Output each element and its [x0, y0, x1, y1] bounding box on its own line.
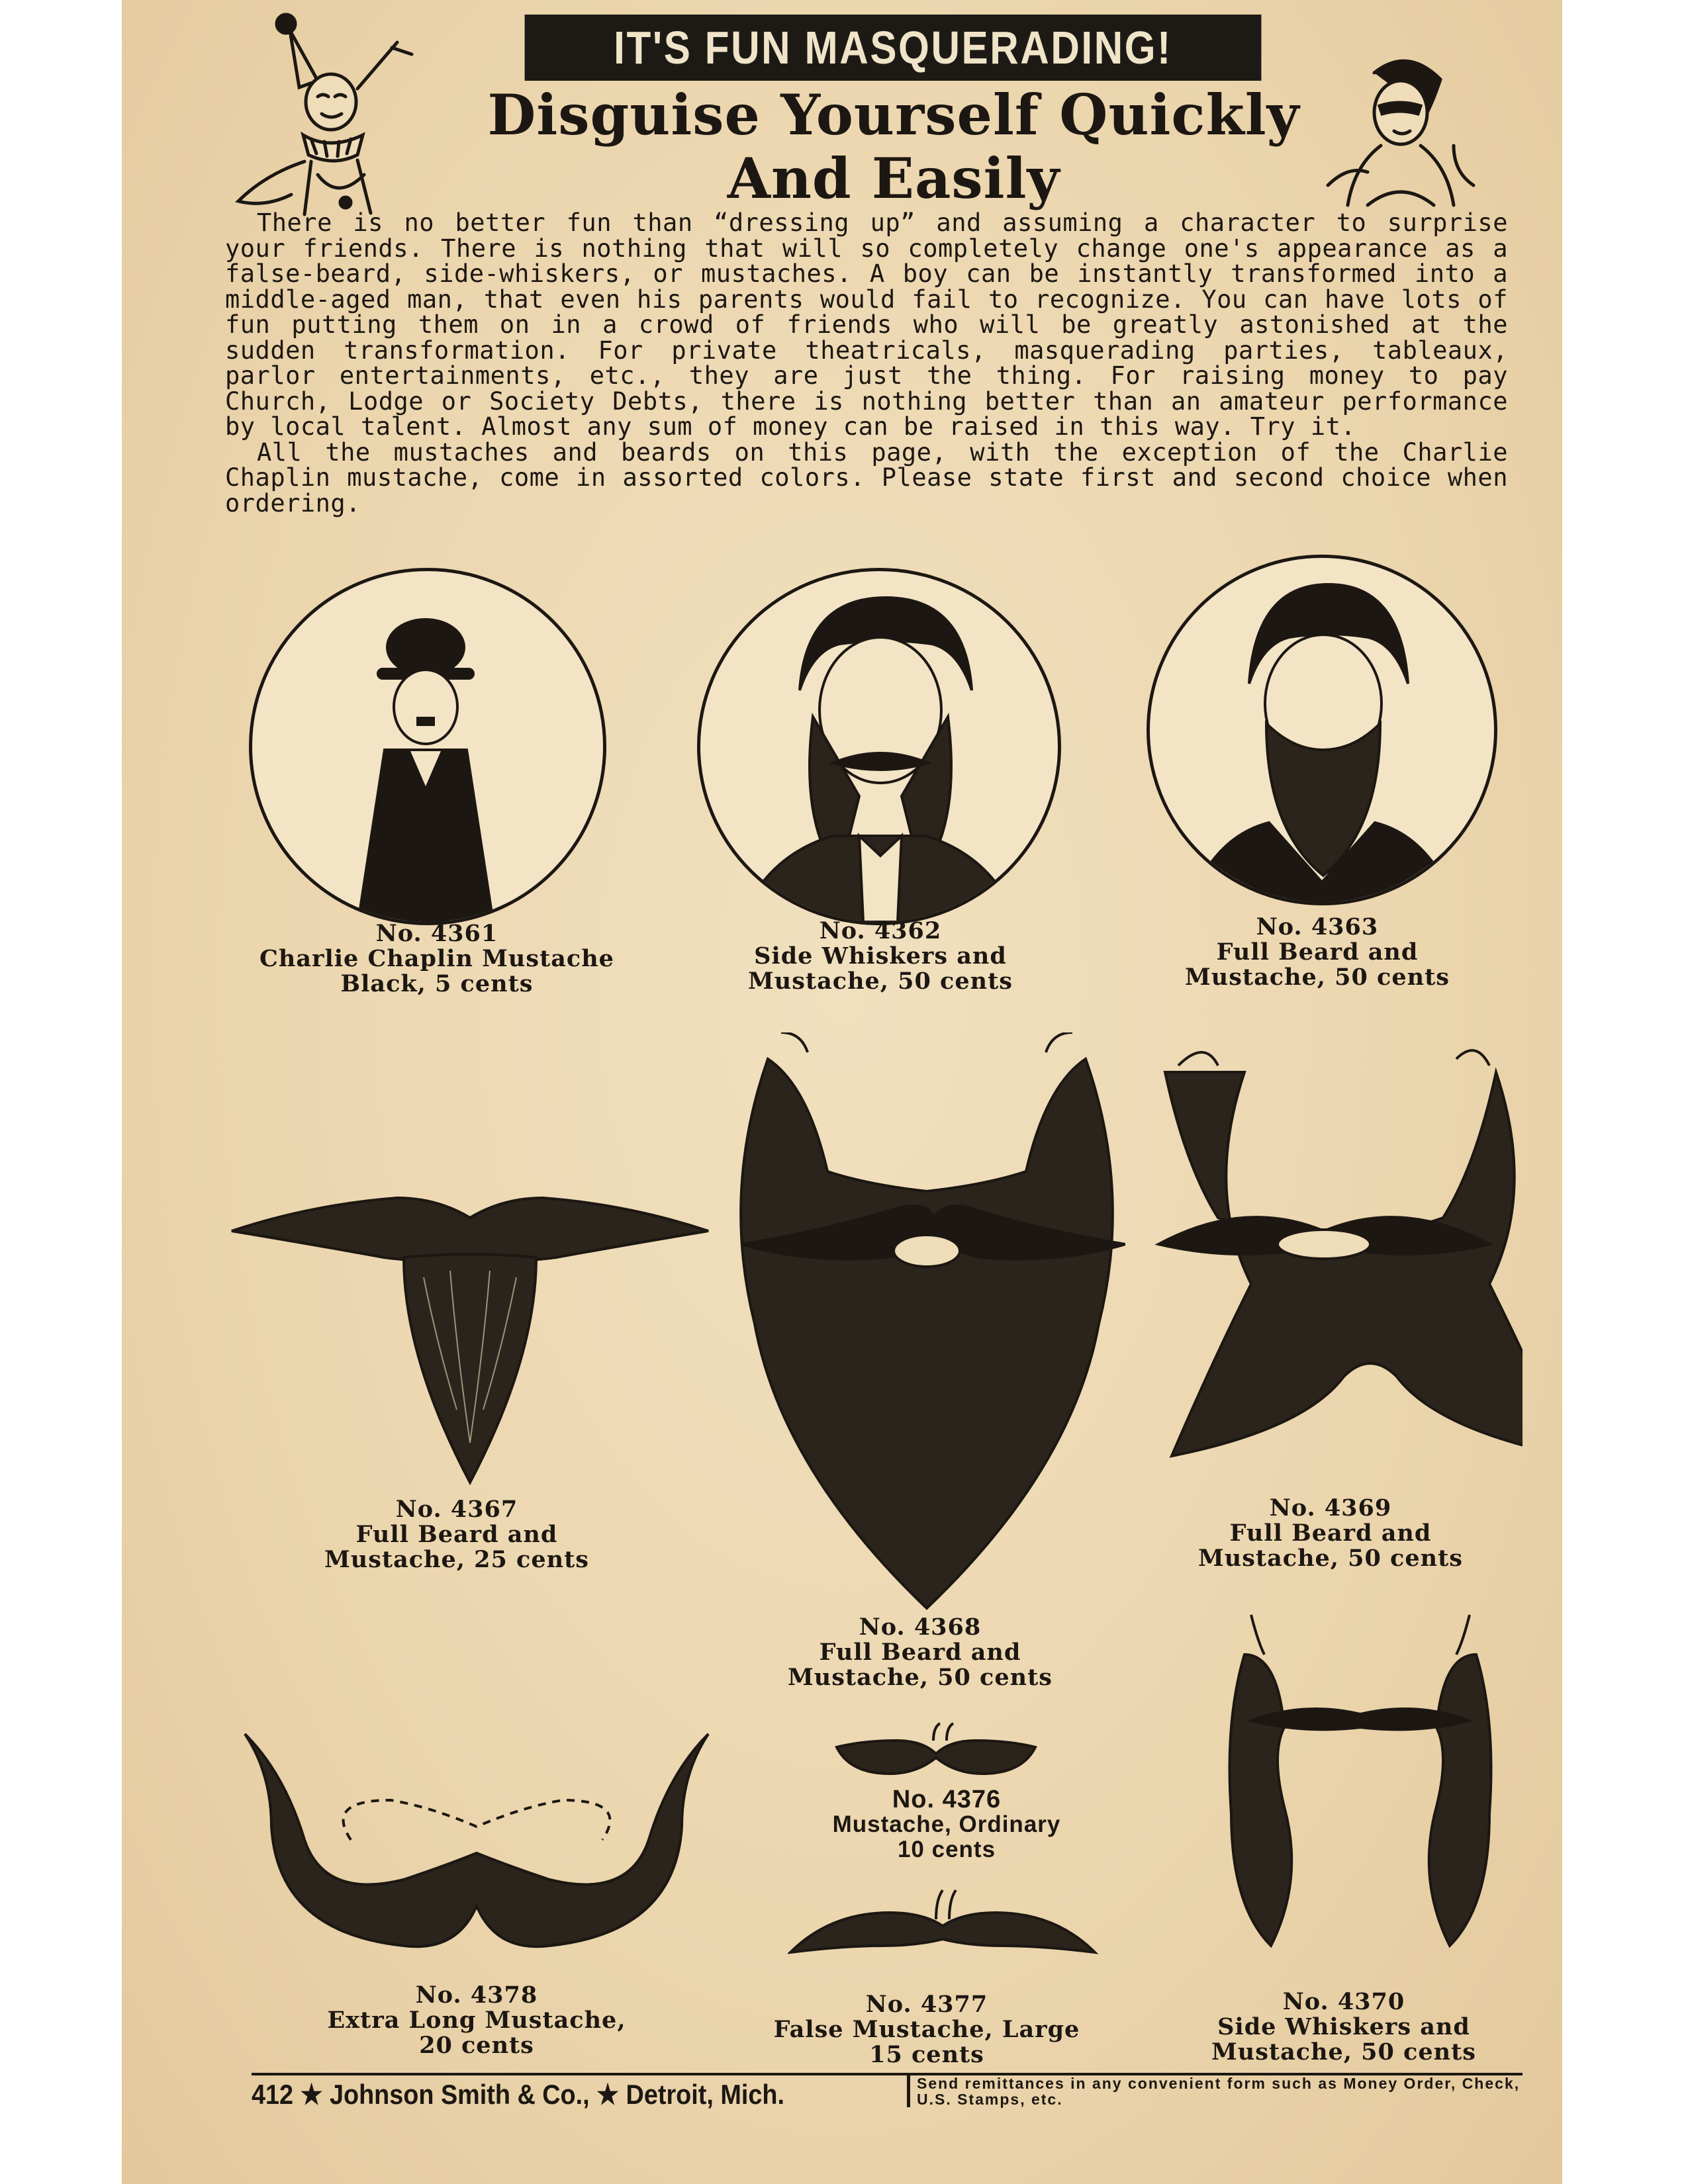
item-number: No. 4362: [819, 917, 942, 944]
item-price: Black, 5 cents: [340, 970, 534, 997]
headline-line-2: And Easily: [727, 146, 1060, 211]
caption-4378: [285, 1983, 669, 2058]
whiskers-4370-image: [1225, 1608, 1509, 1952]
beard-4368-image: [728, 1032, 1125, 1615]
intro-paragraph-1: There is no better fun than “dressing up” and assuming a character to surprise your friends. There is nothing that will so completely change one's appearance as a false-beard, side-whiskers, or mustaches. A boy can be instantly transformed into a middle-aged man, that even his parents would fail to recognize. You can have lots of fun putting them on in a crowd of friends who will be greatly astonished at the sudden transformation. For private theatricals, masquerading parties, tableaux, parlor entertainments, etc., they are just the thing. For raising money to pay Church, Lodge or Society Debts, there is nothing better than an amateur performance by local talent. Almost any sum of money can be raised in this way. Try it.: [225, 208, 1508, 441]
mustache-4376-image: [834, 1721, 1046, 1780]
item-description: Side Whiskers and: [754, 942, 1007, 970]
item-price: 20 cents: [419, 2032, 534, 2059]
footer-publisher: 412 ★ Johnson Smith & Co., ★ Detroit, Mich.: [252, 2079, 784, 2110]
item-number: No. 4367: [395, 1496, 518, 1523]
mustache-4378-image: [232, 1721, 722, 1972]
item-price: Mustache, 25 cents: [324, 1546, 589, 1573]
item-price: 10 cents: [897, 1837, 996, 1862]
caption-4377: [741, 1992, 1112, 2068]
caption-4369: [1139, 1496, 1523, 1571]
item-price: 15 cents: [869, 2041, 984, 2068]
caption-4363: [1119, 915, 1516, 990]
item-description: Side Whiskers and: [1217, 2013, 1470, 2040]
item-description: Full Beard and: [1229, 1520, 1432, 1547]
item-price: Mustache, 50 cents: [788, 1664, 1053, 1691]
portrait-full-beard: [1147, 555, 1497, 905]
item-description: Full Beard and: [819, 1639, 1021, 1666]
item-price: Mustache, 50 cents: [1198, 1545, 1463, 1572]
item-number: No. 4363: [1256, 913, 1379, 940]
caption-4361: [225, 921, 649, 997]
banner-title: IT'S FUN MASQUERADING!: [525, 15, 1262, 81]
intro-text: [225, 210, 1508, 516]
item-price: Mustache, 50 cents: [1211, 2038, 1476, 2066]
item-price: Mustache, 50 cents: [1185, 964, 1450, 991]
beard-4369-image: [1139, 1046, 1523, 1482]
item-description: False Mustache, Large: [773, 2016, 1080, 2043]
item-number: No. 4376: [892, 1786, 1002, 1813]
item-number: No. 4369: [1269, 1494, 1392, 1522]
item-description: Full Beard and: [1216, 938, 1419, 966]
item-description: Mustache, Ordinary: [832, 1811, 1061, 1837]
caption-4376: [761, 1787, 1132, 1862]
portrait-charlie-chaplin: [249, 568, 606, 925]
caption-4370: [1178, 1989, 1509, 2065]
item-number: No. 4361: [375, 920, 498, 947]
item-number: No. 4368: [859, 1614, 982, 1641]
footer-remittance-note: Send remittances in any convenient form such as Money Order, Check, U.S. Stamps, etc.: [907, 2075, 1539, 2107]
portrait-side-whiskers: [697, 568, 1061, 925]
mustache-4377-image: [788, 1886, 1099, 1966]
intro-paragraph-2: All the mustaches and beards on this page, with the exception of the Charlie Chaplin mustache, come in assorted colors. Please state first and second choice when ordering.: [225, 437, 1508, 518]
caption-4368: [735, 1615, 1105, 1690]
item-description: Extra Long Mustache,: [327, 2007, 626, 2034]
item-number: No. 4370: [1282, 1988, 1405, 2015]
caption-4367: [291, 1497, 622, 1572]
item-description: Charlie Chaplin Mustache: [259, 945, 614, 972]
caption-4362: [682, 919, 1079, 994]
item-description: Full Beard and: [355, 1521, 558, 1548]
beard-4367-image: [225, 1191, 715, 1489]
item-number: No. 4377: [865, 1991, 988, 2018]
headline-line-1: Disguise Yourself Quickly: [487, 82, 1300, 148]
item-price: Mustache, 50 cents: [748, 968, 1013, 995]
item-number: No. 4378: [415, 1981, 538, 2009]
